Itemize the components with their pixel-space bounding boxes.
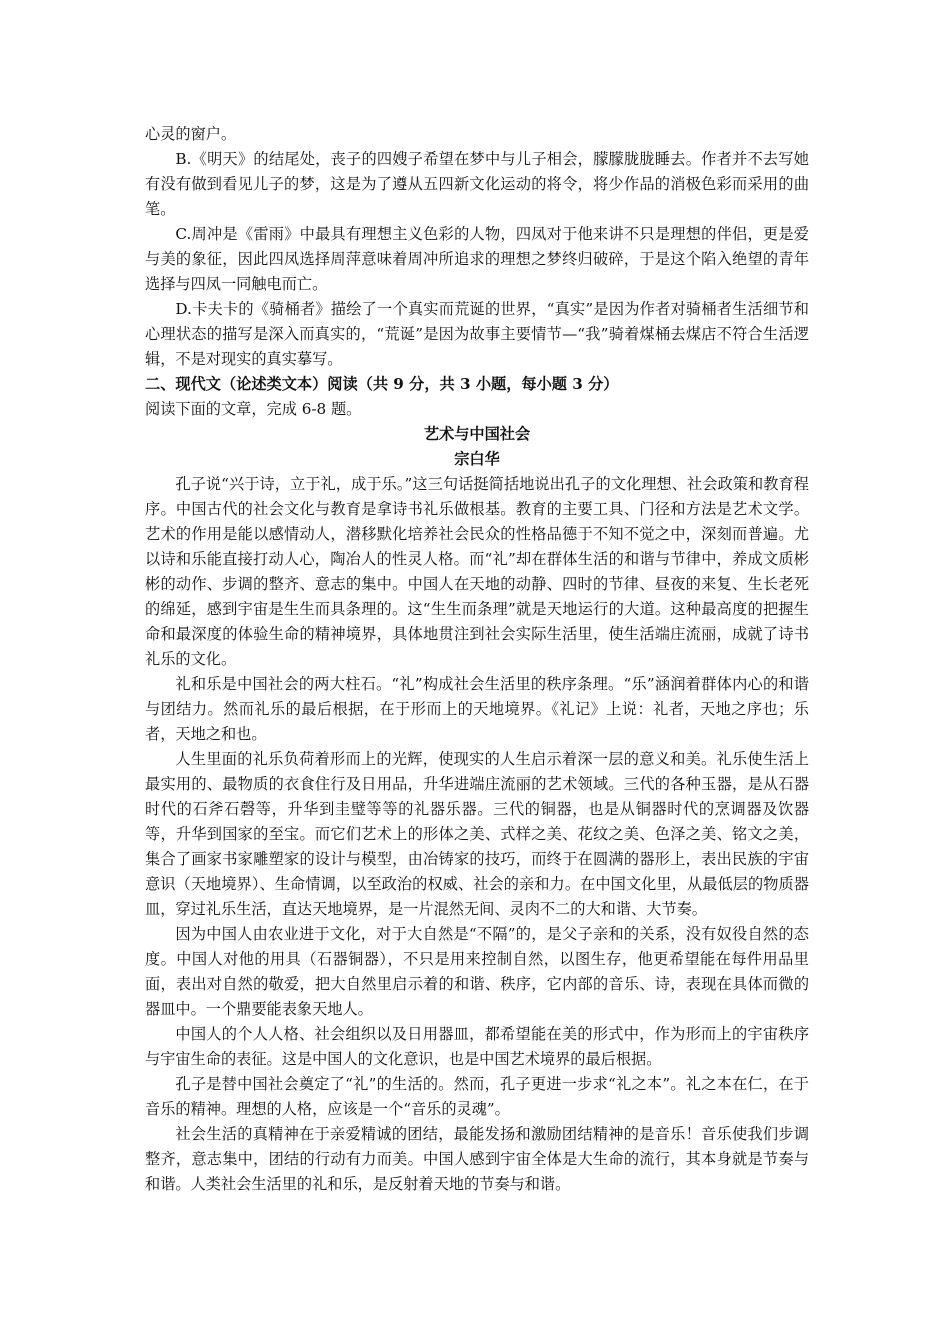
reading-instruction: 阅读下面的文章，完成 6-8 题。 bbox=[145, 400, 362, 418]
section-heading: 二、现代文（论述类文本）阅读（共 9 分，共 3 小题，每小题 3 分） bbox=[145, 375, 619, 393]
previous-answer-continuation: 心灵的窗户。 bbox=[145, 125, 237, 143]
article-paragraph: 礼和乐是中国社会的两大柱石。“礼”构成社会生活里的秩序条理。“乐”涵润着群体内心的和谐与团结力。然而礼乐的最后根据，在于形而上的天地境界。《礼记》上说：礼者，天地之序也；乐者，天地之和也。 bbox=[145, 675, 809, 743]
option-b: B.《明天》的结尾处，丧子的四嫂子希望在梦中与儿子相会，朦朦胧胧睡去。作者并不去写她有没有做到看见儿子的梦，这是为了遵从五四新文化运动的将令，将少作品的消极色彩而采用的曲笔。 bbox=[145, 150, 809, 218]
article-paragraph: 中国人的个人人格、社会组织以及日用器皿，都希望能在美的形式中，作为形而上的宇宙秩序与宇宙生命的表征。这是中国人的文化意识，也是中国艺术境界的最后根据。 bbox=[145, 1025, 809, 1068]
article-paragraph: 人生里面的礼乐负荷着形而上的光辉，使现实的人生启示着深一层的意义和美。礼乐使生活上最实用的、最物质的衣食住行及日用品，升华进端庄流丽的艺术领域。三代的各种玉器，是从石器时代的石斧石磬等，升华到圭璧等等的礼器乐器。三代的铜器，也是从铜器时代的烹调器及饮器等，升华到国家的至宝。而它们艺术上的形体之美、式样之美、花纹之美、色泽之美、铭文之美，集合了画家书家雕塑家的设计与模型，由冶铸家的技巧，而终于在圆满的器形上，表出民族的宇宙意识（天地境界）、生命情调，以至政治的权威、社会的亲和力。在中国文化里，从最低层的物质器皿，穿过礼乐生活，直达天地境界，是一片混然无间、灵肉不二的大和谐、大节奏。 bbox=[145, 750, 809, 918]
option-d: D.卡夫卡的《骑桶者》描绘了一个真实而荒诞的世界，“真实”是因为作者对骑桶者生活细节和心理状态的描写是深入而真实的，“荒诞”是因为故事主要情节—“我”骑着煤桶去煤店不符合生活逻辑，不是对现实的真实摹写。 bbox=[145, 300, 809, 368]
article-paragraph: 社会生活的真精神在于亲爱精诚的团结，最能发扬和激励团结精神的是音乐！音乐使我们步调整齐，意志集中，团结的行动有力而美。中国人感到宇宙全体是大生命的流行，其本身就是节奏与和谐。人类社会生活里的礼和乐，是反射着天地的节奏与和谐。 bbox=[145, 1125, 809, 1193]
article-author: 宗白华 bbox=[454, 450, 500, 468]
article-paragraph: 因为中国人由农业进于文化，对于大自然是“不隔”的，是父子亲和的关系，没有奴役自然的态度。中国人对他的用具（石器铜器），不只是用来控制自然，以图生存，他更希望能在每件用品里面，表出对自然的敬爱，把大自然里启示着的和谐、秩序，它内部的音乐、诗，表现在具体而微的器皿中。一个鼎要能表象天地人。 bbox=[145, 925, 809, 1018]
option-c: C.周冲是《雷雨》中最具有理想主义色彩的人物，四凤对于他来讲不只是理想的伴侣，更是爱与美的象征，因此四凤选择周萍意味着周冲所追求的理想之梦终归破碎，于是这个陷入绝望的青年选择与四凤一同触电而亡。 bbox=[145, 225, 809, 293]
article-title: 艺术与中国社会 bbox=[423, 425, 531, 443]
article-paragraph: 孔子说“兴于诗，立于礼，成于乐。”这三句话挺简括地说出孔子的文化理想、社会政策和教育程序。中国古代的社会文化与教育是拿诗书礼乐做根基。教育的主要工具、门径和方法是艺术文学。艺术的作用是能以感情动人，潜移默化培养社会民众的性格品德于不知不觉之中，深刻而普遍。尤以诗和乐能直接打动人心，陶冶人的性灵人格。而“礼”却在群体生活的和谐与节律中，养成文质彬彬的动作、步调的整齐、意志的集中。中国人在天地的动静、四时的节律、昼夜的来复、生长老死的绵延，感到宇宙是生生而具条理的。这“生生而条理”就是天地运行的大道。这种最高度的把握生命和最深度的体验生命的精神境界，具体地贯注到社会实际生活里，使生活端庄流丽，成就了诗书礼乐的文化。 bbox=[145, 475, 809, 668]
article-paragraph: 孔子是替中国社会奠定了“礼”的生活的。然而，孔子更进一步求“礼之本”。礼之本在仁，在于音乐的精神。理想的人格，应该是一个“音乐的灵魂”。 bbox=[145, 1075, 809, 1118]
document-page bbox=[145, 122, 809, 1197]
